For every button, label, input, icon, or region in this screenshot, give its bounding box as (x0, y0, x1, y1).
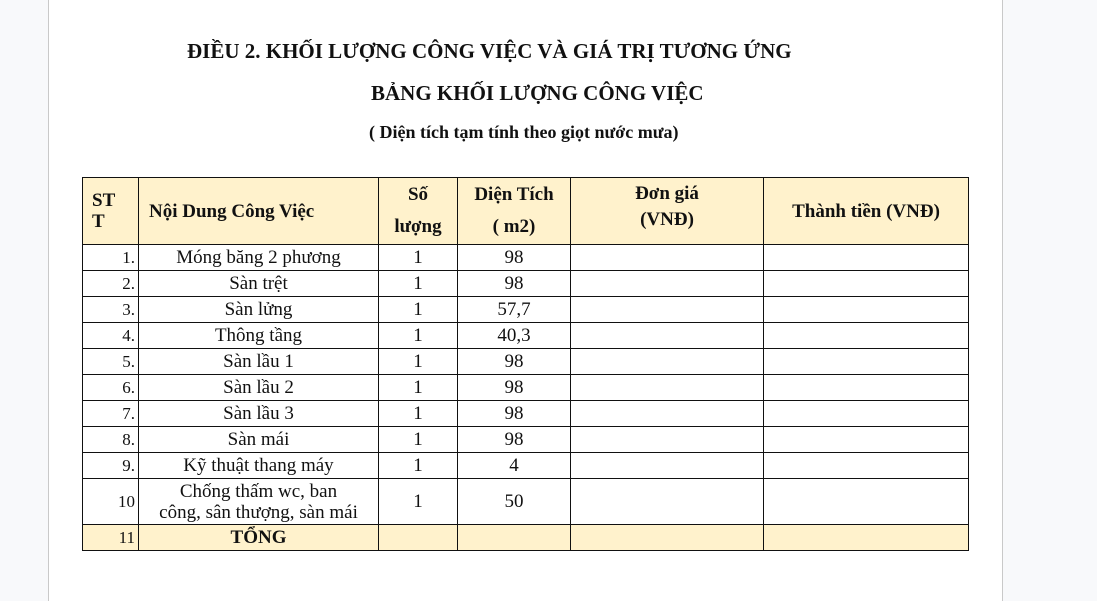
cell-quantity: 1 (379, 349, 458, 375)
article-heading: ĐIỀU 2. KHỐI LƯỢNG CÔNG VIỆC VÀ GIÁ TRỊ TƯƠNG ỨNG (187, 39, 792, 63)
cell-total[interactable] (764, 245, 969, 271)
cell-description: Sàn lầu 3 (139, 401, 379, 427)
table-row (83, 479, 969, 525)
header-description: Nội Dung Công Việc (139, 178, 379, 245)
table-row (83, 297, 969, 323)
cell-area: 98 (458, 271, 571, 297)
cell-stt: 9. (83, 453, 139, 479)
table-row (83, 401, 969, 427)
cell-total[interactable] (764, 427, 969, 453)
table-row (83, 271, 969, 297)
total-row (83, 525, 969, 551)
cell-stt: 6. (83, 375, 139, 401)
cell-stt: 10 (83, 479, 139, 525)
table-row (83, 427, 969, 453)
table-row (83, 245, 969, 271)
cell-total[interactable] (764, 271, 969, 297)
cell-quantity: 1 (379, 427, 458, 453)
cell-stt: 2. (83, 271, 139, 297)
cell-area: 4 (458, 453, 571, 479)
cell-area: 98 (458, 401, 571, 427)
cell-area: 40,3 (458, 323, 571, 349)
cell-area: 98 (458, 245, 571, 271)
cell-stt: 5. (83, 349, 139, 375)
cell-unit-price[interactable] (571, 525, 764, 551)
document-page (48, 0, 1003, 601)
table-row (83, 453, 969, 479)
cell-quantity (379, 525, 458, 551)
cell-total[interactable] (764, 349, 969, 375)
cell-stt: 8. (83, 427, 139, 453)
cell-unit-price[interactable] (571, 427, 764, 453)
cell-unit-price[interactable] (571, 297, 764, 323)
cell-description: Chống thấm wc, ban công, sân thượng, sàn mái (139, 479, 379, 525)
table-header-row (83, 178, 969, 245)
cell-description: Móng băng 2 phương (139, 245, 379, 271)
cell-total[interactable] (764, 401, 969, 427)
table-row (83, 375, 969, 401)
header-stt: ST T (83, 178, 139, 245)
cell-area: 50 (458, 479, 571, 525)
table-row (83, 349, 969, 375)
cell-area: 98 (458, 427, 571, 453)
cell-quantity: 1 (379, 245, 458, 271)
cell-area: 57,7 (458, 297, 571, 323)
cell-unit-price[interactable] (571, 453, 764, 479)
work-volume-table (82, 177, 969, 551)
cell-total[interactable] (764, 479, 969, 525)
cell-quantity: 1 (379, 271, 458, 297)
cell-total[interactable] (764, 375, 969, 401)
cell-unit-price[interactable] (571, 245, 764, 271)
table-subtitle: ( Diện tích tạm tính theo giọt nước mưa) (369, 122, 679, 142)
cell-unit-price[interactable] (571, 479, 764, 525)
table-row (83, 323, 969, 349)
cell-description: Sàn trệt (139, 271, 379, 297)
header-unit-price: Đơn giá (VNĐ) (571, 178, 764, 245)
cell-stt: 7. (83, 401, 139, 427)
header-area: Diện Tích ( m2) (458, 178, 571, 245)
cell-area: 98 (458, 375, 571, 401)
cell-total[interactable] (764, 525, 969, 551)
cell-quantity: 1 (379, 479, 458, 525)
cell-unit-price[interactable] (571, 375, 764, 401)
header-quantity: Số lượng (379, 178, 458, 245)
header-total-price: Thành tiền (VNĐ) (764, 178, 969, 245)
cell-unit-price[interactable] (571, 349, 764, 375)
cell-description: Sàn lầu 2 (139, 375, 379, 401)
cell-area: 98 (458, 349, 571, 375)
cell-description: Thông tầng (139, 323, 379, 349)
cell-area (458, 525, 571, 551)
table-title: BẢNG KHỐI LƯỢNG CÔNG VIỆC (371, 81, 704, 105)
cell-stt: 3. (83, 297, 139, 323)
total-label: TỔNG (139, 525, 379, 551)
cell-unit-price[interactable] (571, 401, 764, 427)
cell-quantity: 1 (379, 375, 458, 401)
cell-quantity: 1 (379, 401, 458, 427)
cell-quantity: 1 (379, 297, 458, 323)
cell-total[interactable] (764, 297, 969, 323)
cell-total[interactable] (764, 323, 969, 349)
cell-quantity: 1 (379, 453, 458, 479)
cell-stt: 1. (83, 245, 139, 271)
cell-quantity: 1 (379, 323, 458, 349)
cell-total[interactable] (764, 453, 969, 479)
cell-stt: 11 (83, 525, 139, 551)
cell-description: Sàn mái (139, 427, 379, 453)
cell-unit-price[interactable] (571, 271, 764, 297)
cell-description: Sàn lửng (139, 297, 379, 323)
cell-unit-price[interactable] (571, 323, 764, 349)
cell-description: Kỹ thuật thang máy (139, 453, 379, 479)
cell-description: Sàn lầu 1 (139, 349, 379, 375)
cell-stt: 4. (83, 323, 139, 349)
